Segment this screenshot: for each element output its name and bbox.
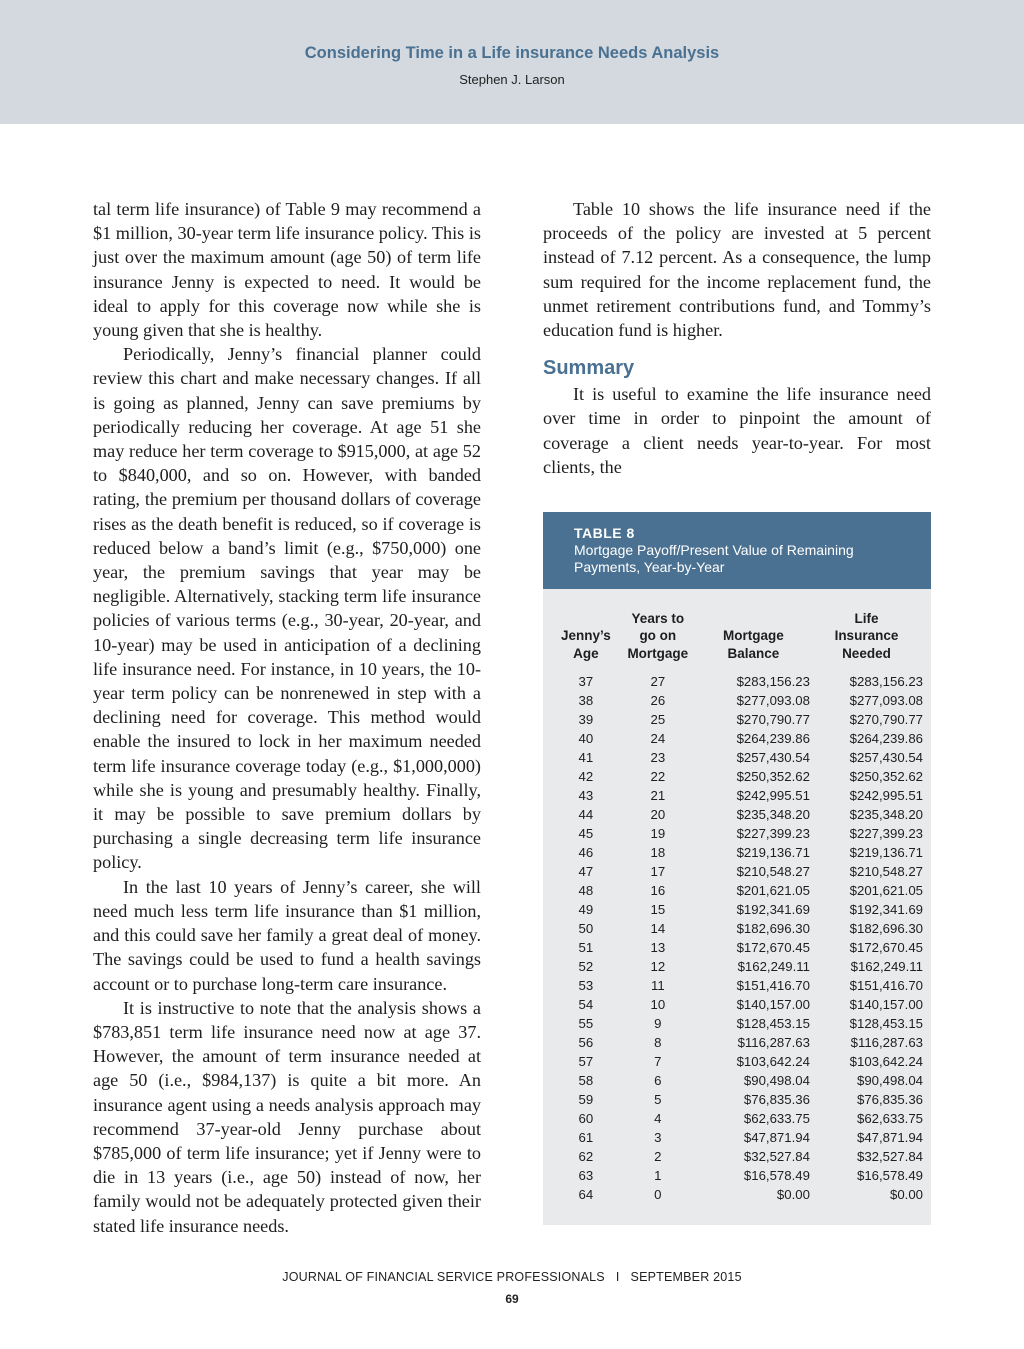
cell-need: $277,093.08: [849, 692, 923, 708]
cell-years: 25: [650, 711, 666, 727]
cell-years: 6: [654, 1072, 662, 1088]
table-row: [553, 881, 923, 900]
table-row: [553, 1185, 923, 1204]
table-row: [553, 957, 923, 976]
cell-years: 10: [650, 996, 666, 1012]
table-8: [543, 512, 931, 1225]
cell-balance: $250,352.62: [736, 768, 810, 784]
table-header-row: [553, 610, 923, 672]
table-body: [553, 672, 923, 1204]
table-row: [553, 824, 923, 843]
cell-need: $172,670.45: [849, 939, 923, 955]
cell-balance: $90,498.04: [743, 1072, 810, 1088]
cell-years: 12: [650, 958, 666, 974]
cell-age: 53: [578, 977, 594, 993]
table-header-band: [543, 512, 931, 589]
cell-balance: $47,871.94: [743, 1129, 810, 1145]
cell-years: 24: [650, 730, 666, 746]
cell-balance: $257,430.54: [736, 749, 810, 765]
table-row: [553, 900, 923, 919]
table-row: [553, 805, 923, 824]
cell-age: 46: [578, 844, 594, 860]
cell-years: 9: [654, 1015, 662, 1031]
article-author: Stephen J. Larson: [459, 72, 565, 87]
cell-need: $227,399.23: [849, 825, 923, 841]
cell-age: 60: [578, 1110, 594, 1126]
cell-balance: $162,249.11: [737, 958, 810, 974]
cell-age: 44: [578, 806, 594, 822]
cell-age: 51: [578, 939, 594, 955]
cell-age: 48: [578, 882, 594, 898]
cell-need: $103,642.24: [849, 1053, 923, 1069]
cell-balance: $210,548.27: [736, 863, 810, 879]
cell-age: 55: [578, 1015, 594, 1031]
cell-age: 59: [578, 1091, 594, 1107]
table-row: [553, 1033, 923, 1052]
cell-balance: $128,453.15: [736, 1015, 810, 1031]
cell-balance: $283,156.23: [736, 673, 810, 689]
cell-age: 63: [578, 1167, 594, 1183]
cell-years: 27: [650, 673, 666, 689]
cell-need: $182,696.30: [849, 920, 923, 936]
paragraph: It is instructive to note that the analysis shows a $783,851 term life insurance need now at age 37. However, the amount of term insurance needed at age 50 (i.e., $984,137) is quite a bit more. An insurance agent using a needs analysis approach may recommend 37-year-old Jenny purchase about $785,000 of term life insurance; yet if Jenny were to die in 13 years (i.e., age 50) instead of now, her family would not be adequately protected given their stated life insurance needs.: [93, 997, 481, 1236]
table-row: [553, 1147, 923, 1166]
cell-balance: $227,399.23: [736, 825, 810, 841]
cell-years: 2: [654, 1148, 662, 1164]
table-row: [553, 691, 923, 710]
cell-need: $151,416.70: [849, 977, 923, 993]
table-row: [553, 1090, 923, 1109]
table-row: [553, 710, 923, 729]
cell-need: $140,157.00: [849, 996, 923, 1012]
table-row: [553, 1052, 923, 1071]
cell-years: 4: [654, 1110, 662, 1126]
page-number: 69: [505, 1292, 519, 1306]
table-row: [553, 995, 923, 1014]
cell-years: 22: [650, 768, 666, 784]
cell-age: 43: [578, 787, 594, 803]
cell-balance: $270,790.77: [736, 711, 810, 727]
cell-balance: $277,093.08: [736, 692, 810, 708]
cell-years: 13: [650, 939, 666, 955]
article-title: Considering Time in a Life insurance Needs Analysis: [304, 44, 720, 62]
cell-years: 15: [650, 901, 666, 917]
cell-years: 0: [654, 1186, 662, 1202]
cell-age: 62: [578, 1148, 594, 1164]
cell-balance: $264,239.86: [736, 730, 810, 746]
running-header: [0, 0, 1024, 124]
cell-balance: $0.00: [776, 1186, 810, 1202]
cell-years: 18: [650, 844, 666, 860]
cell-need: $192,341.69: [849, 901, 923, 917]
cell-years: 23: [650, 749, 666, 765]
cell-balance: $235,348.20: [736, 806, 810, 822]
col-header-need: Life Insurance Needed: [834, 611, 899, 661]
cell-age: 56: [578, 1034, 594, 1050]
left-column: [93, 197, 481, 1238]
cell-age: 49: [578, 901, 594, 917]
cell-years: 5: [654, 1091, 662, 1107]
table-row: [553, 786, 923, 805]
cell-age: 54: [578, 996, 594, 1012]
cell-years: 17: [650, 863, 666, 879]
cell-age: 42: [578, 768, 594, 784]
cell-need: $283,156.23: [849, 673, 923, 689]
cell-balance: $242,995.51: [736, 787, 810, 803]
table-row: [553, 976, 923, 995]
cell-balance: $182,696.30: [736, 920, 810, 936]
cell-need: $16,578.49: [856, 1167, 923, 1183]
cell-need: $235,348.20: [849, 806, 923, 822]
col-header-age: Jenny’s Age: [560, 628, 611, 661]
paragraph: It is useful to examine the life insurance need over time in order to pinpoint the amount of coverage a client needs year-to-year. For most clients, the: [543, 384, 931, 477]
right-column: [543, 197, 931, 479]
cell-need: $76,835.36: [856, 1091, 923, 1107]
section-heading-summary: Summary: [543, 357, 635, 380]
cell-age: 37: [578, 673, 594, 689]
cell-age: 38: [578, 692, 594, 708]
cell-balance: $219,136.71: [736, 844, 810, 860]
cell-balance: $172,670.45: [736, 939, 810, 955]
cell-balance: $192,341.69: [736, 901, 810, 917]
table-row: [553, 1166, 923, 1185]
cell-years: 1: [654, 1167, 662, 1183]
cell-need: $32,527.84: [856, 1148, 923, 1164]
mortgage-table: [553, 610, 923, 1204]
paragraph: In the last 10 years of Jenny’s career, she will need much less term life insurance than $1 million, and this could save her family a great deal of money. The savings could be used to fund a health savings account or to purchase long-term care insurance.: [93, 876, 481, 994]
col-header-balance: Mortgage Balance: [723, 628, 784, 661]
cell-age: 52: [578, 958, 594, 974]
cell-years: 8: [654, 1034, 662, 1050]
cell-balance: $201,621.05: [736, 882, 810, 898]
table-row: [553, 843, 923, 862]
cell-years: 26: [650, 692, 666, 708]
cell-age: 57: [578, 1053, 594, 1069]
table-row: [553, 672, 923, 691]
paragraph: Table 10 shows the life insurance need if the proceeds of the policy are invested at 5 percent instead of 7.12 percent. As a consequence, the lump sum required for the income replacement fund, the unmet retirement contributions fund, and Tommy’s education fund is higher.: [543, 199, 931, 341]
cell-age: 64: [578, 1186, 594, 1202]
cell-need: $128,453.15: [849, 1015, 923, 1031]
cell-balance: $16,578.49: [743, 1167, 810, 1183]
cell-balance: $32,527.84: [743, 1148, 810, 1164]
cell-need: $210,548.27: [849, 863, 923, 879]
table-row: [553, 729, 923, 748]
cell-need: $116,287.63: [850, 1034, 923, 1050]
cell-years: 16: [650, 882, 666, 898]
table-row: [553, 1071, 923, 1090]
table-row: [553, 1128, 923, 1147]
paragraph: tal term life insurance) of Table 9 may recommend a $1 million, 30-year term life insurance policy. This is just over the maximum amount (age 50) of term life insurance Jenny is expected to need. It would be ideal to apply for this coverage now while she is young given that she is healthy.: [93, 199, 481, 341]
cell-years: 3: [654, 1129, 662, 1145]
cell-age: 58: [578, 1072, 594, 1088]
cell-need: $47,871.94: [856, 1129, 923, 1145]
table-row: [553, 919, 923, 938]
cell-balance: $140,157.00: [736, 996, 810, 1012]
table-row: [553, 1109, 923, 1128]
cell-need: $0.00: [889, 1186, 923, 1202]
cell-need: $162,249.11: [850, 958, 923, 974]
cell-years: 19: [650, 825, 666, 841]
col-header-years: Years to go on Mortgage: [627, 611, 689, 661]
cell-age: 39: [578, 711, 594, 727]
cell-age: 47: [578, 863, 594, 879]
table-row: [553, 862, 923, 881]
cell-need: $250,352.62: [849, 768, 923, 784]
cell-balance: $103,642.24: [736, 1053, 810, 1069]
cell-age: 50: [578, 920, 594, 936]
cell-balance: $62,633.75: [743, 1110, 810, 1126]
table-caption: Mortgage Payoff/Present Value of Remaining Payments, Year-by-Year: [574, 542, 854, 575]
cell-age: 40: [578, 730, 594, 746]
table-row: [553, 748, 923, 767]
cell-years: 20: [650, 806, 666, 822]
paragraph: Periodically, Jenny’s financial planner could review this chart and make necessary changes. If all is going as planned, Jenny can save premiums by periodically reducing her coverage. At age 51 she may reduce her term coverage to $915,000, at age 52 to $840,000, and so on. However, with banded rating, the premium per thousand dollars of coverage rises as the death benefit is reduced, so if coverage is reduced below a band’s limit (e.g., $750,000) one year, the premium savings that year may be negligible. Alternatively, stacking term life insurance policies of various terms (e.g., 30-year, 20-year, and 10-year) may be used in anticipation of a declining life insurance need. For instance, in 10 years, the 10-year term policy can be nonrenewed in step with a declining need for coverage. This method would enable the insured to lock in her maximum needed term life insurance coverage today (e.g., $1,000,000) while she is young and presumably healthy. Finally, it may be possible to save premium dollars by purchasing a single decreasing term life insurance policy.: [93, 344, 481, 873]
cell-need: $270,790.77: [849, 711, 923, 727]
cell-years: 7: [654, 1053, 662, 1069]
cell-balance: $151,416.70: [736, 977, 810, 993]
table-row: [553, 767, 923, 786]
cell-years: 14: [650, 920, 666, 936]
cell-age: 61: [578, 1129, 594, 1145]
cell-need: $90,498.04: [856, 1072, 923, 1088]
cell-balance: $116,287.63: [737, 1034, 810, 1050]
cell-years: 11: [650, 977, 665, 993]
cell-need: $242,995.51: [849, 787, 923, 803]
table-row: [553, 1014, 923, 1033]
footer-journal: JOURNAL OF FINANCIAL SERVICE PROFESSIONALS I SEPTEMBER 2015: [282, 1270, 742, 1284]
cell-age: 41: [578, 749, 594, 765]
cell-balance: $76,835.36: [743, 1091, 810, 1107]
cell-age: 45: [578, 825, 594, 841]
cell-need: $219,136.71: [849, 844, 923, 860]
table-label: TABLE 8: [574, 525, 635, 541]
cell-need: $62,633.75: [856, 1110, 923, 1126]
cell-need: $257,430.54: [849, 749, 923, 765]
cell-need: $201,621.05: [849, 882, 923, 898]
table-row: [553, 938, 923, 957]
cell-years: 21: [650, 787, 666, 803]
cell-need: $264,239.86: [849, 730, 923, 746]
